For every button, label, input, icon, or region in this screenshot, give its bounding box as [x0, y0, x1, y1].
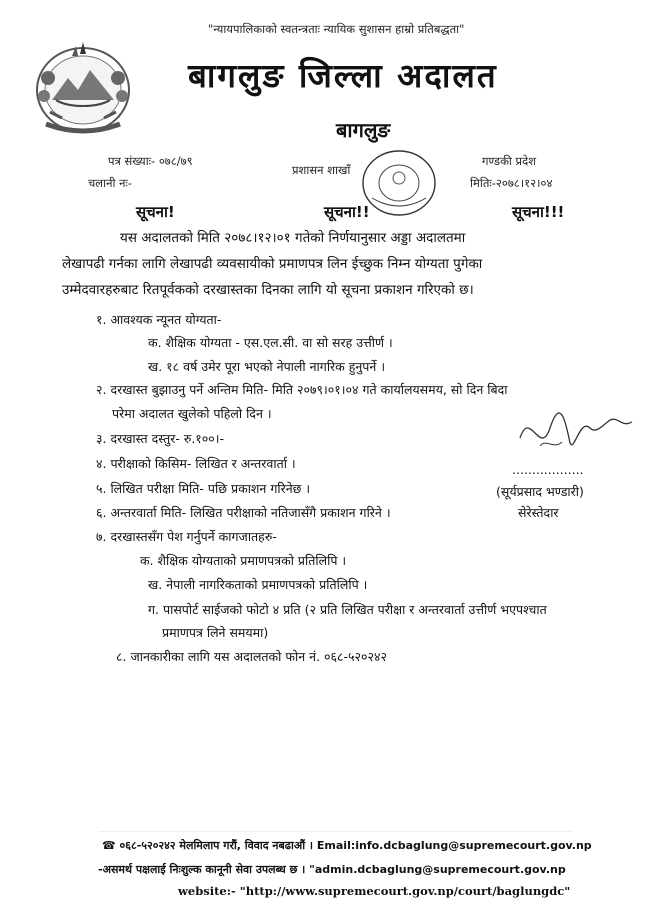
item-4: ४. परीक्षाको किसिम- लिखित र अन्तरवार्ता । — [96, 456, 296, 471]
letter-number: पत्र संख्याः- ०७८/७९ — [108, 154, 193, 168]
letter-date: मितिः-२०७८।१२।०४ — [470, 176, 553, 190]
section-name: प्रशासन शाखाँ — [292, 163, 351, 177]
intro-line: उम्मेदवारहरुबाट रितपूर्वकको दरखास्तका दिनका लागि यो सूचना प्रकाशन गरिएको छ। — [62, 282, 474, 298]
item-2-line-1: २. दरखास्त बुझाउनु पर्ने अन्तिम मिति- मिति २०७९।०१।०४ गते कार्यालयसमय, सो दिन बिदा — [96, 382, 508, 397]
notice-word-3: सूचना!!! — [512, 203, 565, 221]
footer-line-1: ☎ ०६८-५२०२४२ मेलमिलाप गरौं, विवाद नबढाऔं । Email:info.dcbaglung@supremecourt.gov.np — [102, 839, 592, 852]
footer-divider — [98, 831, 572, 832]
item-8: ८. जानकारीका लागि यस अदालतको फोन नं. ०६८-५२०२४२ — [116, 649, 388, 664]
court-motto: "न्यायपालिकाको स्वतन्त्रताः न्यायिक सुशासन हाम्रो प्रतिबद्धता" — [208, 22, 465, 36]
notice-word-1: सूचना! — [136, 203, 175, 221]
item-1: १. आवश्यक न्यूनत योग्यता- — [96, 312, 222, 327]
footer-line-2: -असमर्थ पक्षलाई निःशुल्क कानूनी सेवा उपलब्ध छ । "admin.dcbaglung@supremecourt.gov.np — [98, 863, 566, 876]
intro-line: यस अदालतको मिति २०७८।१२।०१ गतेको निर्णयानुसार अड्डा अदालतमा — [120, 230, 466, 246]
item-5: ५. लिखित परीक्षा मिति- पछि प्रकाशन गरिनेछ । — [96, 481, 311, 496]
signatory-name: (सूर्यप्रसाद भण्डारी) — [496, 484, 584, 499]
office-place: बागलुङ — [336, 118, 391, 142]
signature-dots: .................. — [512, 462, 584, 477]
province-name: गण्डकी प्रदेश — [482, 154, 537, 168]
item-1a: क. शैक्षिक योग्यता - एस.एल.सी. वा सो सरह उत्तीर्ण । — [148, 335, 393, 350]
item-1b: ख. १८ वर्ष उमेर पूरा भएको नेपाली नागरिक हुनुपर्ने । — [148, 359, 386, 374]
item-2-line-2: परेमा अदालत खुलेको पहिलो दिन । — [112, 406, 272, 421]
office-name: बागलुङ जिल्ला अदालत — [188, 56, 498, 95]
item-7c-line-2: प्रमाणपत्र लिने समयमा) — [162, 625, 269, 640]
item-6: ६. अन्तरवार्ता मिति- लिखित परीक्षाको नतिजासँगै प्रकाशन गरिने । — [96, 505, 391, 520]
office-stamp-icon — [360, 148, 438, 218]
item-7c-line-1: ग. पासपोर्ट साईजको फोटो ४ प्रति (२ प्रति लिखित परीक्षा र अन्तरवार्ता उत्तीर्ण भएपश्चात — [148, 602, 547, 617]
item-7: ७. दरखास्तसँग पेश गर्नुपर्ने कागजातहरु- — [96, 529, 277, 544]
item-7a: क. शैक्षिक योग्यताको प्रमाणपत्रको प्रतिलिपि । — [140, 553, 347, 568]
signature-icon — [510, 398, 640, 468]
dispatch-number: चलानी नः- — [88, 176, 132, 190]
intro-paragraph — [62, 225, 618, 303]
signatory-title: सेरेस्तेदार — [518, 505, 559, 520]
item-7b: ख. नेपाली नागरिकताको प्रमाणपत्रको प्रतिलिपि । — [148, 577, 368, 592]
intro-line: लेखापढी गर्नका लागि लेखापढी व्यवसायीको प्रमाणपत्र लिन ईच्छुक निम्न योग्यता पुगेका — [62, 256, 483, 272]
notice-word-2: सूचना!! — [324, 203, 370, 221]
item-3: ३. दरखास्त दस्तुर- रु.१००।- — [96, 431, 225, 446]
nepal-emblem-icon — [28, 38, 138, 138]
footer-website: website:- "http://www.supremecourt.gov.np/court/baglungdc" — [178, 884, 571, 898]
